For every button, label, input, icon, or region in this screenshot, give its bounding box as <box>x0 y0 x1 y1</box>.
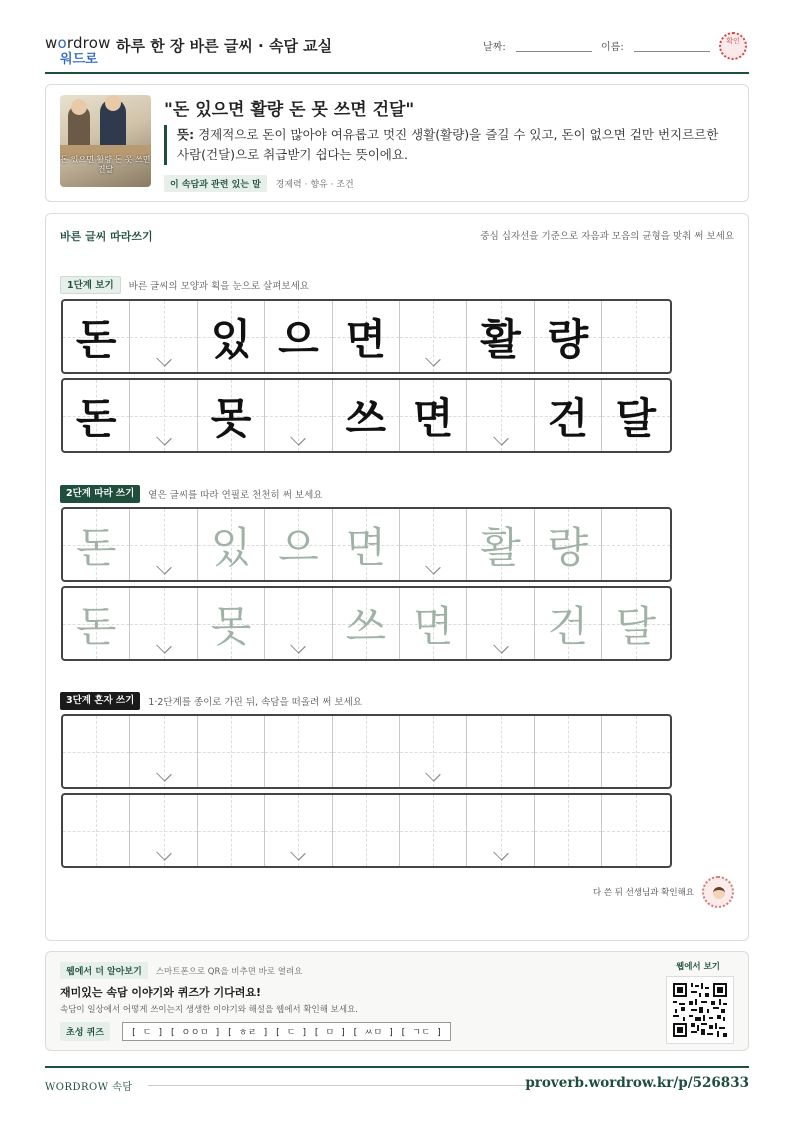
writing-cell[interactable] <box>265 716 332 787</box>
writing-cell[interactable] <box>333 716 400 787</box>
step3-badge: 3단계 혼자 쓰기 <box>60 692 140 710</box>
cell-character: 달 <box>615 601 657 651</box>
space-mark-icon <box>156 559 172 575</box>
cell-character: 활 <box>480 314 521 364</box>
writing-cell[interactable] <box>535 716 602 787</box>
qr-label: 웹에서 보기 <box>675 962 720 972</box>
writing-cell <box>400 301 467 372</box>
step3-row-1[interactable] <box>61 714 672 789</box>
cell-character: 쓰 <box>345 393 387 443</box>
name-line[interactable] <box>634 42 710 52</box>
cell-character: 면 <box>412 601 454 651</box>
step3-row-2[interactable] <box>61 793 672 868</box>
writing-cell <box>602 380 669 451</box>
meaning-text: 경제적으로 돈이 많아야 여유롭고 멋진 생활(활량)을 즐길 수 있고, 돈이 없으면 겉만 번지르르한 사람(건달)으로 취급받기 쉽다는 뜻이에요. <box>177 127 719 162</box>
writing-cell <box>602 301 669 372</box>
page-footer <box>45 1066 749 1102</box>
writing-cell[interactable] <box>333 588 400 659</box>
space-mark-icon <box>156 766 172 782</box>
step3-header <box>60 692 362 710</box>
cell-character: 면 <box>412 393 454 443</box>
space-mark-icon <box>425 559 441 575</box>
meaning-label: 뜻: <box>177 127 195 142</box>
writing-cell[interactable] <box>265 795 332 866</box>
space-mark-icon <box>156 430 172 446</box>
space-mark-icon <box>493 845 509 861</box>
wordrow-logo[interactable] <box>45 34 111 67</box>
web-promo <box>45 951 749 1051</box>
related-text: 경제력 · 향유 · 조건 <box>275 180 354 190</box>
writing-cell[interactable] <box>535 588 602 659</box>
writing-cell[interactable] <box>467 716 534 787</box>
space-mark-icon <box>156 351 172 367</box>
proverb-illustration <box>60 95 151 187</box>
writing-cell <box>535 380 602 451</box>
writing-cell[interactable] <box>265 509 332 580</box>
writing-cell <box>130 380 197 451</box>
teacher-stamp-icon <box>702 876 734 908</box>
cell-character: 있 <box>210 314 252 364</box>
space-mark-icon <box>291 845 307 861</box>
cell-character: 쓰 <box>345 601 387 651</box>
initial-quiz <box>60 1022 451 1041</box>
writing-cell[interactable] <box>198 509 265 580</box>
step3-desc: 1·2단계를 종이로 가린 뒤, 속담을 떠올려 써 보세요 <box>148 697 362 708</box>
writing-cell[interactable] <box>198 795 265 866</box>
proverb-meaning <box>164 125 734 165</box>
writing-cell[interactable] <box>130 716 197 787</box>
writing-cell[interactable] <box>63 509 130 580</box>
space-mark-icon <box>493 430 509 446</box>
writing-cell <box>63 301 130 372</box>
step1-header <box>60 276 309 294</box>
cell-character: 돈 <box>75 393 117 443</box>
cell-character: 으 <box>278 522 319 572</box>
step1-desc: 바른 글씨의 모양과 획을 눈으로 살펴보세요 <box>128 281 309 292</box>
space-mark-icon <box>493 638 509 654</box>
writing-cell <box>467 380 534 451</box>
writing-cell <box>198 301 265 372</box>
writing-cell[interactable] <box>265 588 332 659</box>
writing-cell[interactable] <box>198 588 265 659</box>
cell-character: 면 <box>345 314 387 364</box>
space-mark-icon <box>291 638 307 654</box>
space-mark-icon <box>156 638 172 654</box>
space-mark-icon <box>291 430 307 446</box>
date-label: 날짜: <box>483 42 506 53</box>
writing-cell[interactable] <box>130 795 197 866</box>
qr-code-icon[interactable] <box>666 976 734 1044</box>
writing-cell[interactable] <box>63 795 130 866</box>
writing-cell[interactable] <box>333 509 400 580</box>
logo-korean: 워드로 <box>60 52 98 67</box>
writing-cell <box>265 301 332 372</box>
writing-cell[interactable] <box>63 588 130 659</box>
writing-cell[interactable] <box>333 795 400 866</box>
step1-badge: 1단계 보기 <box>60 276 121 294</box>
practice-hint: 중심 십자선을 기준으로 자음과 모음의 균형을 맞춰 써 보세요 <box>480 231 734 242</box>
proverb-card <box>45 84 749 202</box>
web-subtext: 속담이 일상에서 어떻게 쓰이는지 생생한 이야기와 해설을 웹에서 확인해 보세요. <box>60 1005 358 1015</box>
name-field[interactable] <box>601 38 710 53</box>
writing-cell[interactable] <box>602 509 669 580</box>
cell-character: 건 <box>547 393 589 443</box>
writing-cell <box>333 380 400 451</box>
confirm-seal-icon: 확인 <box>719 32 747 60</box>
cell-character: 있 <box>210 522 252 572</box>
writing-cell[interactable] <box>535 509 602 580</box>
illustration-caption: 돈 있으면 활량 돈 못 쓰면 건달 <box>60 155 151 174</box>
writing-cell[interactable] <box>602 716 669 787</box>
space-mark-icon <box>156 845 172 861</box>
web-badge-desc: 스마트폰으로 QR을 비추면 바로 열려요 <box>155 966 303 977</box>
related-tag: 이 속담과 관련 있는 말 <box>164 175 267 192</box>
writing-cell <box>265 380 332 451</box>
step2-header <box>60 485 322 503</box>
cell-character: 돈 <box>75 522 117 572</box>
cell-character: 활 <box>480 522 521 572</box>
quiz-label: 초성 퀴즈 <box>60 1022 110 1041</box>
writing-cell[interactable] <box>400 588 467 659</box>
space-mark-icon <box>425 766 441 782</box>
cell-character: 량 <box>547 314 589 364</box>
writing-cell[interactable] <box>467 795 534 866</box>
cell-character: 못 <box>210 601 252 651</box>
page-header <box>45 30 749 74</box>
date-field[interactable] <box>483 38 592 53</box>
step2-badge: 2단계 따라 쓰기 <box>60 485 140 503</box>
proverb-title: "돈 있으면 활량 돈 못 쓰면 건달" <box>164 100 415 120</box>
step1-row-1 <box>61 299 672 374</box>
cell-character: 못 <box>210 393 252 443</box>
writing-cell[interactable] <box>467 509 534 580</box>
teacher-check <box>593 876 734 908</box>
page-title: 하루 한 장 바른 글씨 · 속담 교실 <box>116 37 333 55</box>
writing-cell[interactable] <box>400 509 467 580</box>
writing-cell[interactable] <box>602 795 669 866</box>
check-text: 다 쓴 뒤 선생님과 확인해요 <box>592 888 694 898</box>
cell-character: 돈 <box>75 601 117 651</box>
related-words <box>164 175 354 192</box>
writing-cell <box>63 380 130 451</box>
cell-character: 면 <box>345 522 387 572</box>
writing-cell <box>130 301 197 372</box>
writing-cell <box>198 380 265 451</box>
cell-character: 달 <box>615 393 657 443</box>
writing-cell[interactable] <box>400 795 467 866</box>
cell-character: 건 <box>547 601 589 651</box>
step2-row-2[interactable] <box>61 586 672 661</box>
writing-cell[interactable] <box>602 588 669 659</box>
cell-character: 돈 <box>75 314 117 364</box>
name-label: 이름: <box>601 42 624 53</box>
cell-character: 으 <box>278 314 319 364</box>
writing-cell <box>535 301 602 372</box>
writing-cell[interactable] <box>130 588 197 659</box>
footer-brand: WORDROW 속담 <box>45 1082 133 1093</box>
web-headline: 재미있는 속담 이야기와 퀴즈가 기다려요! <box>60 986 261 999</box>
quiz-box: [ ㄷ ] [ ㅇㅇㅁ ] [ ㅎㄹ ] [ ㄷ ] [ ㅁ ] [ ㅆㅁ ] [ ㄱㄷ ] <box>122 1022 452 1041</box>
step1-row-2 <box>61 378 672 453</box>
step2-desc: 옅은 글씨를 따라 연필로 천천히 써 보세요 <box>148 490 323 501</box>
writing-cell[interactable] <box>467 588 534 659</box>
writing-cell <box>333 301 400 372</box>
writing-cell[interactable] <box>535 795 602 866</box>
writing-cell[interactable] <box>63 716 130 787</box>
space-mark-icon <box>425 351 441 367</box>
web-tag <box>60 962 302 979</box>
writing-cell[interactable] <box>130 509 197 580</box>
writing-cell <box>467 301 534 372</box>
writing-cell[interactable] <box>198 716 265 787</box>
practice-section <box>45 213 749 941</box>
footer-divider <box>148 1085 538 1086</box>
writing-cell <box>400 380 467 451</box>
logo-wordmark: wordrow <box>45 34 111 52</box>
footer-url-link[interactable]: proverb.wordrow.kr/p/526833 <box>525 1075 749 1091</box>
step2-row-1[interactable] <box>61 507 672 582</box>
web-badge: 웹에서 더 알아보기 <box>60 962 148 979</box>
date-line[interactable] <box>516 42 592 52</box>
writing-cell[interactable] <box>400 716 467 787</box>
qr-graphic <box>673 983 727 1037</box>
practice-title: 바른 글씨 따라쓰기 <box>60 230 153 243</box>
cell-character: 량 <box>547 522 589 572</box>
